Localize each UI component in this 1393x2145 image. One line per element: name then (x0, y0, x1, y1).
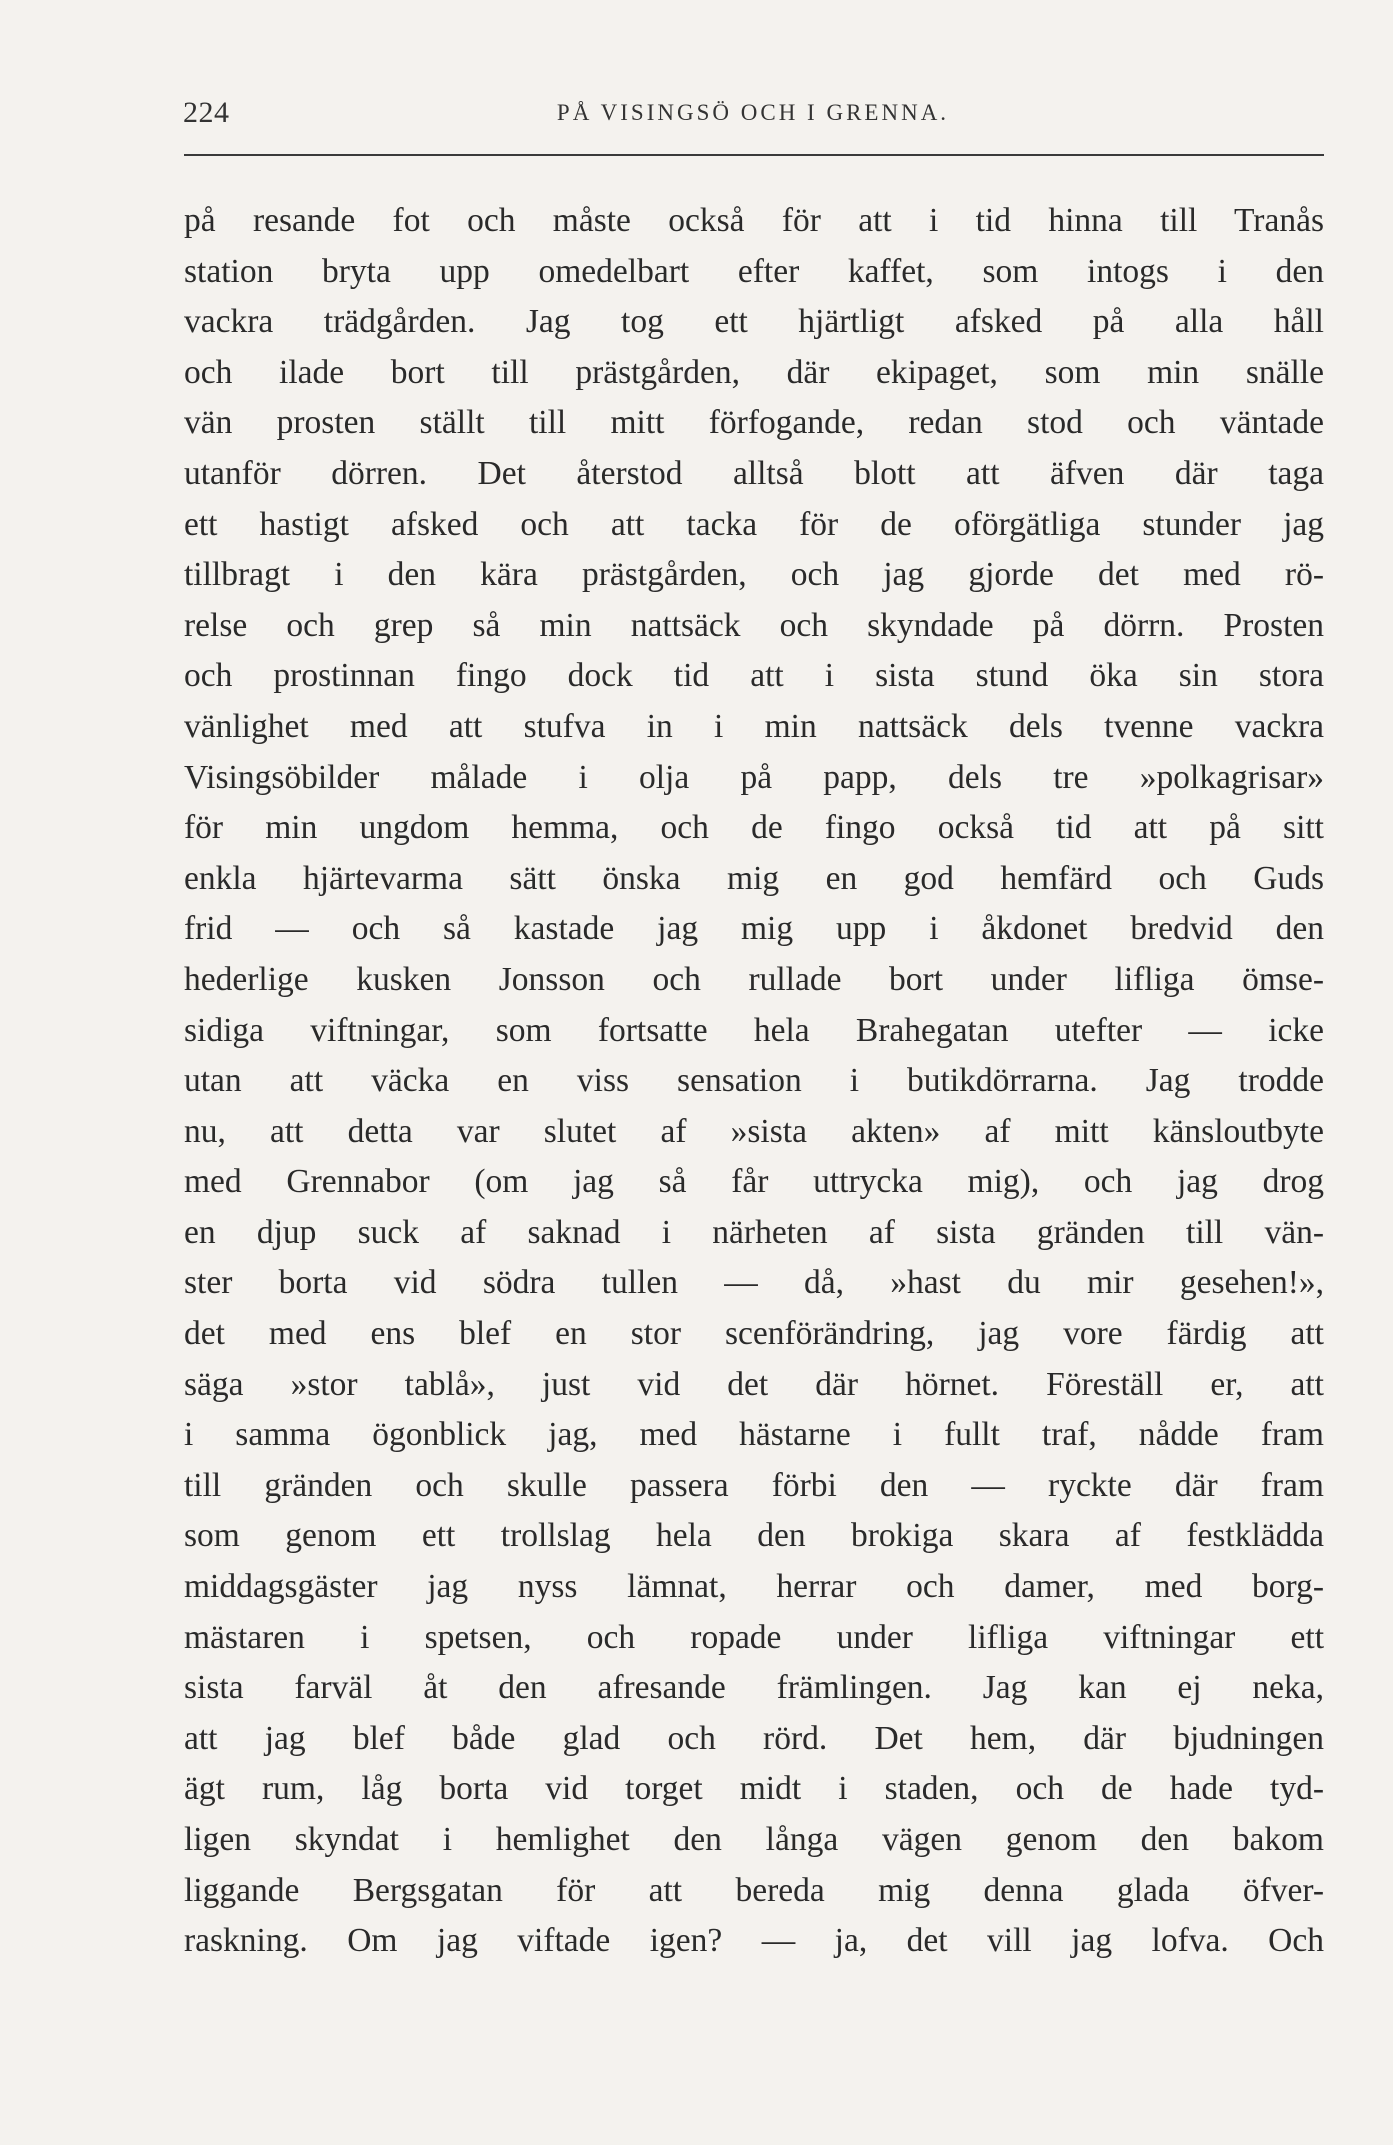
text-line: som genom ett trollslag hela den brokiga skara af festklädda (184, 1517, 1324, 1555)
page-number: 224 (183, 96, 230, 129)
text-line: och ilade bort till prästgården, där ekipaget, som min snälle (184, 353, 1324, 391)
text-line: vackra trädgården. Jag tog ett hjärtligt afsked på alla håll (184, 303, 1324, 341)
text-line: hederlige kusken Jonsson och rullade bort under lifliga ömse- (184, 960, 1324, 998)
text-line: sidiga viftningar, som fortsatte hela Brahegatan utefter — icke (184, 1011, 1324, 1049)
text-line: en djup suck af saknad i närheten af sista gränden till vän- (184, 1213, 1324, 1251)
text-line: till gränden och skulle passera förbi den — ryckte där fram (184, 1466, 1324, 1504)
text-line: station bryta upp omedelbart efter kaffet, som intogs i den (184, 252, 1324, 290)
text-line: vänlighet med att stufva in i min nattsäck dels tvenne vackra (184, 707, 1324, 745)
text-line: och prostinnan fingo dock tid att i sista stund öka sin stora (184, 657, 1324, 695)
text-line: ett hastigt afsked och att tacka för de oförgätliga stunder jag (184, 505, 1324, 543)
text-line: raskning. Om jag viftade igen? — ja, det vill jag lofva. Och (184, 1922, 1324, 1960)
text-line: för min ungdom hemma, och de fingo också tid att på sitt (184, 809, 1324, 847)
text-line: frid — och så kastade jag mig upp i åkdonet bredvid den (184, 910, 1324, 948)
text-line: på resande fot och måste också för att i tid hinna till Tranås (184, 202, 1324, 239)
text-line: sista farväl åt den afresande främlingen. Jag kan ej neka, (184, 1669, 1324, 1707)
text-line: Visingsöbilder målade i olja på papp, dels tre »polkagrisar» (184, 758, 1324, 796)
text-line: enkla hjärtevarma sätt önska mig en god hemfärd och Guds (184, 859, 1324, 897)
text-line: utan att väcka en viss sensation i butikdörrarna. Jag trodde (184, 1062, 1324, 1100)
text-line: liggande Bergsgatan för att bereda mig denna glada öfver- (184, 1871, 1324, 1909)
text-line: tillbragt i den kära prästgården, och jag gjorde det med rö- (184, 556, 1324, 594)
text-line: med Grennabor (om jag så får uttrycka mig), och jag drog (184, 1163, 1324, 1201)
running-head: PÅ VISINGSÖ OCH I GRENNA. (556, 100, 950, 125)
text-line: nu, att detta var slutet af »sista akten» af mitt känsloutbyte (184, 1112, 1324, 1150)
text-line: det med ens blef en stor scenförändring, jag vore färdig att (184, 1315, 1324, 1353)
body-text (184, 196, 1324, 1967)
page-header (180, 96, 1326, 136)
text-line: att jag blef både glad och rörd. Det hem, där bjudningen (184, 1719, 1324, 1757)
text-line: middagsgäster jag nyss lämnat, herrar och damer, med borg- (184, 1568, 1324, 1606)
text-line: utanför dörren. Det återstod alltså blott att äfven där taga (184, 454, 1324, 492)
text-line: mästaren i spetsen, och ropade under lifliga viftningar ett (184, 1618, 1324, 1656)
text-line: relse och grep så min nattsäck och skyndade på dörrn. Prosten (184, 606, 1324, 644)
text-line: ligen skyndat i hemlighet den långa vägen genom den bakom (184, 1821, 1324, 1858)
text-line: ägt rum, låg borta vid torget midt i staden, och de hade tyd- (184, 1770, 1324, 1808)
text-line: säga »stor tablå», just vid det där hörnet. Föreställ er, att (184, 1365, 1324, 1403)
text-line: ster borta vid södra tullen — då, »hast du mir gesehen!», (184, 1264, 1324, 1302)
text-line: vän prosten ställt till mitt förfogande, redan stod och väntade (184, 404, 1324, 442)
text-line: i samma ögonblick jag, med hästarne i fullt traf, nådde fram (184, 1416, 1324, 1454)
header-rule (184, 154, 1324, 156)
